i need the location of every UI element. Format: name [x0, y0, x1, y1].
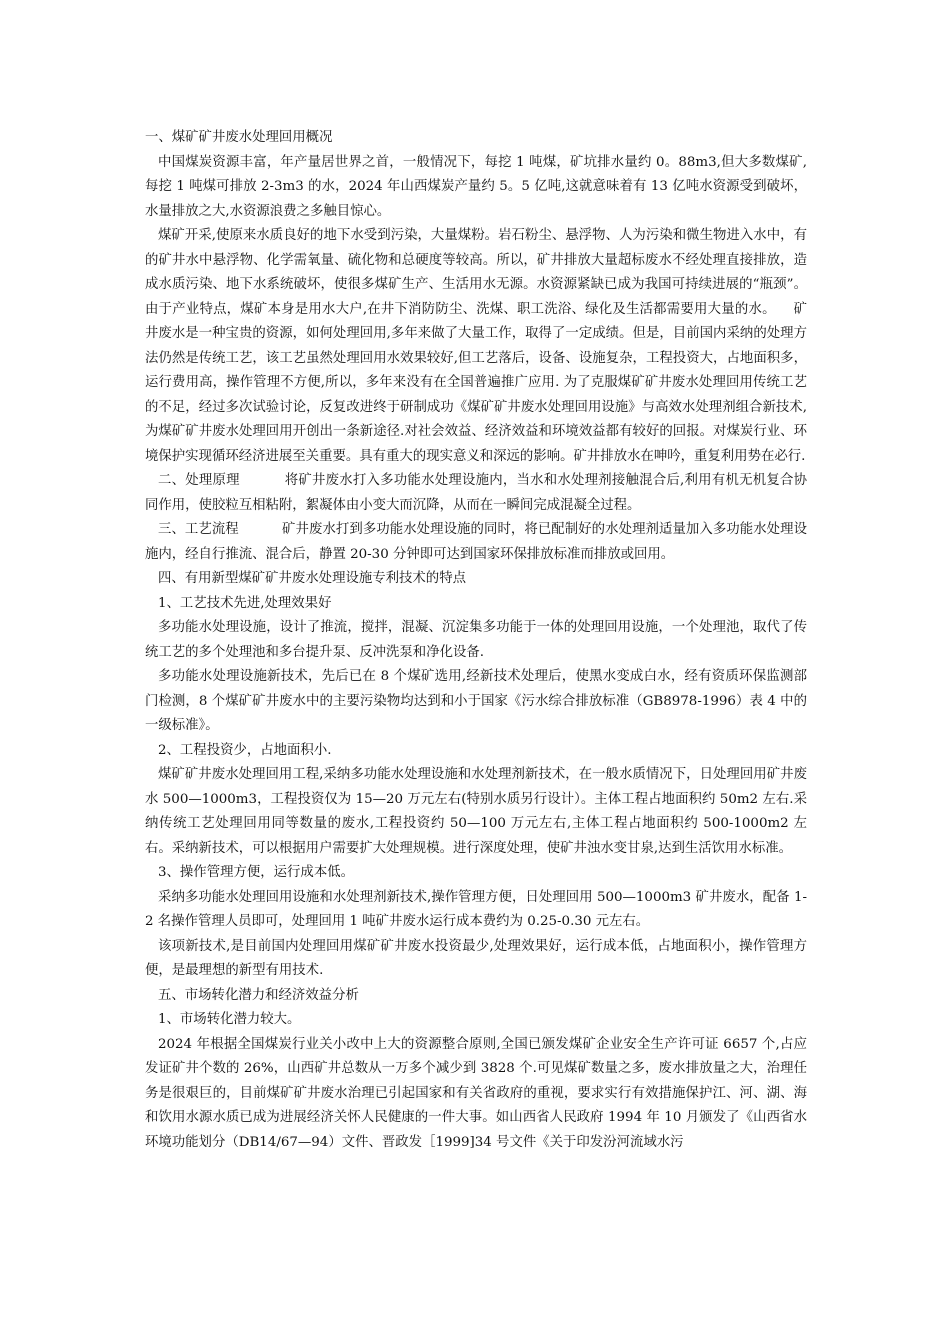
subheading-advanced-technology: 1、工艺技术先进,处理效果好 [158, 595, 332, 611]
paragraph-operating-cost: 采纳多功能水处理回用设施和水处理剂新技术,操作管理方便，日处理回用 500—1000m3 矿井废水，配备 1-2 名操作管理人员即可，处理回用 1 吨矿井废水运行成本费约为 0.25-0.30 元左右。 [145, 889, 807, 929]
section-heading-market: 五、市场转化潜力和经济效益分析 [158, 987, 359, 1003]
section-heading-features: 四、有用新型煤矿矿井废水处理设施专利技术的特点 [158, 571, 466, 586]
paragraph-mining-pollution: 煤矿开采,使原来水质良好的地下水受到污染，大量煤粉。岩石粉尘、悬浮物、人为污染和微生物进入水中，有的矿井水中悬浮物、化学需氧量、硫化物和总硬度等较高。所以，矿井排放大量超标废水不经处理直接排放，造成水质污染、地下水系统破坏，使很多煤矿生产、生活用水无源。水资源紧缺已成为我国可持续进展的“瓶颈”。由于产业特点，煤矿本身是用水大户,在井下消防防尘、洗煤、职工洗浴、绿化及生活都需要用大量的水。 矿井废水是一种宝贵的资源，如何处理回用,多年来做了大量工作，取得了一定成绩。但是，目前国内采纳的处理方法仍然是传统工艺，该工艺虽然处理回用水效果较好,但工艺落后，设备、设施复杂，工程投资大，占地面积多，运行费用高，操作管理不方便,所以，多年来没有在全国普遍推广应用. 为了克服煤矿矿井废水处理回用传统工艺的不足，经过多次试验讨论，反复改进终于研制成功《煤矿矿井废水处理回用设施》与高效水处理剂组合新技术,为煤矿矿井废水处理回用开创出一条新途径.对社会效益、经济效益和环境效益都有较好的回报。对煤炭行业、环境保护实现循环经济进展至关重要。具有重大的现实意义和深远的影响。矿井排放水在呻吟，重复利用势在必行. [145, 228, 807, 464]
paragraph-best-technology: 该项新技术,是目前国内处理回用煤矿矿井废水投资最少,处理效果好，运行成本低，占地面积小，操作管理方便，是最理想的新型有用技术. [145, 938, 807, 978]
subheading-easy-operation: 3、操作管理方便，运行成本低。 [158, 865, 354, 880]
paragraph-process-flow: 三、工艺流程 矿井废水打到多功能水处理设施的同时，将已配制好的水处理剂适量加入多功能水处理设施内，经自行推流、混合后，静置 20-30 分钟即可达到国家环保排放标准而排放或回用。 [145, 522, 807, 562]
paragraph-multifunction-facility: 多功能水处理设施，设计了推流，搅拌，混凝、沉淀集多功能于一体的处理回用设施，一个处理池，取代了传统工艺的多个处理池和多台提升泵、反冲洗泵和净化设备. [145, 620, 807, 660]
section-heading-overview: 一、煤矿矿井废水处理回用概况 [145, 130, 333, 145]
subheading-market-potential: 1、市场转化潜力较大。 [158, 1012, 301, 1027]
paragraph-market-details: 2024 年根据全国煤炭行业关小改中上大的资源整合原则,全国已颁发煤矿企业安全生产许可证 6657 个,占应发证矿井个数的 26%，山西矿井总数从一万多个减少到 3828 个.可见煤矿数量之多，废水排放量之大，治理任务是很艰巨的，目前煤矿矿井废水治理已引起国家和有关省政府的重视，要求实行有效措施保护江、河、湖、海和饮用水源水质已成为进展经济关怀人民健康的一件大事。如山西省人民政府 1994 年 10 月颁发了《山西省水环境功能划分（DB14/67—94）文件、晋政发［1999]34 号文件《关于印发汾河流域水污 [145, 1036, 807, 1150]
document-page [145, 126, 807, 1155]
subheading-low-investment: 2、工程投资少，占地面积小. [158, 742, 332, 758]
paragraph-investment-details: 煤矿矿井废水处理回用工程,采纳多功能水处理设施和水处理剂新技术，在一般水质情况下，日处理回用矿井废水 500—1000m3，工程投资仅为 15—20 万元左右(特别水质另行设计）。主体工程占地面积约 50m2 左右.采纳传统工艺处理回用同等数量的废水,工程投资约 50—100 万元左右,主体工程占地面积约 500-1000m2 左右。采纳新技术，可以根据用户需要扩大处理规模。进行深度处理，使矿井浊水变甘泉,达到生活饮用水标准。 [145, 767, 807, 856]
paragraph-treatment-principle: 二、处理原理 将矿井废水打入多功能水处理设施内，当水和水处理剂接触混合后,利用有机无机复合协同作用，使胶粒互相粘附，絮凝体由小变大而沉降，从而在一瞬间完成混凝全过程。 [145, 473, 807, 513]
paragraph-eight-mines: 多功能水处理设施新技术，先后已在 8 个煤矿选用,经新技术处理后，使黑水变成白水，经有资质环保监测部门检测，8 个煤矿矿井废水中的主要污染物均达到和小于国家《污水综合排放标准（GB8978-1996）表 4 中的一级标准》。 [145, 669, 807, 733]
paragraph-coal-resources: 中国煤炭资源丰富，年产量居世界之首，一般情况下，每挖 1 吨煤，矿坑排水量约 0。88m3,但大多数煤矿,每挖 1 吨煤可排放 2-3m3 的水，2024 年山西煤炭产量约 5。5 亿吨,这就意味着有 13 亿吨水资源受到破坏，水量排放之大,水资源浪费之多触目惊心。 [145, 154, 807, 219]
